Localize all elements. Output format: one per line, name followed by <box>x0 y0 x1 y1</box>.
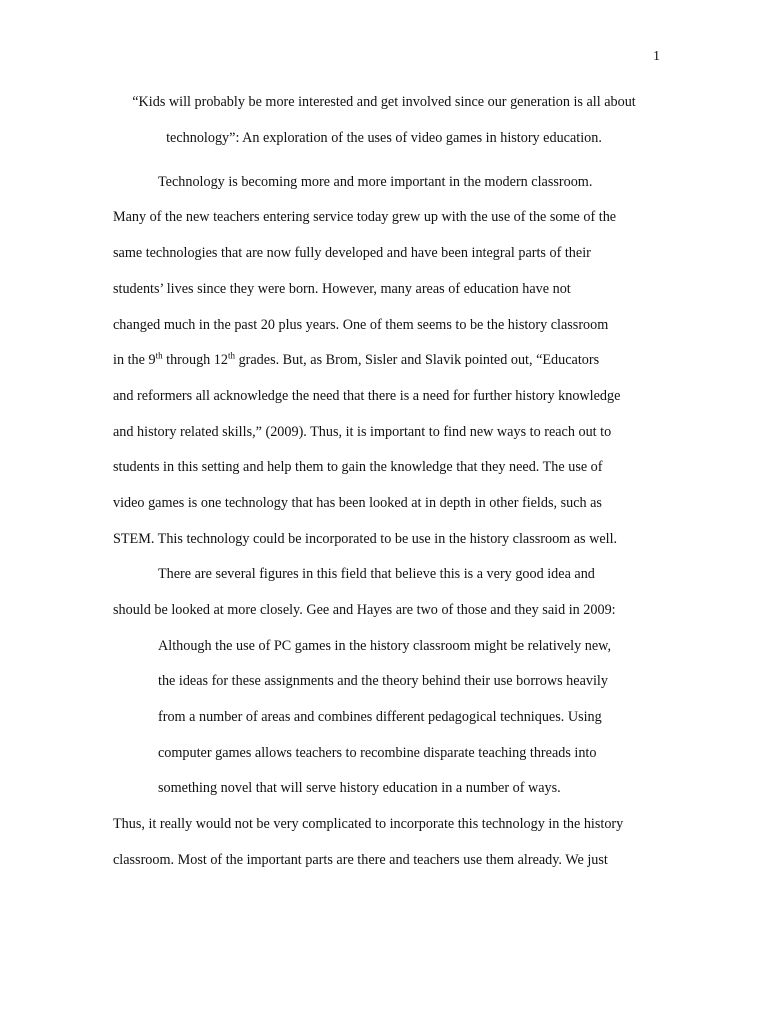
page-number: 1 <box>653 49 660 64</box>
paragraph-line: There are several figures in this field that believe this is a very good idea and <box>158 566 595 582</box>
paragraph-line: changed much in the past 20 plus years. One of them seems to be the history classroom <box>113 317 609 333</box>
paragraph-line: same technologies that are now fully developed and have been integral parts of their <box>113 245 591 261</box>
paragraph-line: Thus, it really would not be very complicated to incorporate this technology in the history <box>113 816 624 832</box>
superscript: th <box>155 350 163 361</box>
line-text: in the 9 <box>113 352 156 368</box>
paragraph-line: Technology is becoming more and more important in the modern classroom. <box>158 174 593 190</box>
paragraph-line: classroom. Most of the important parts are there and teachers use them already. We just <box>113 852 608 868</box>
block-quote-line: the ideas for these assignments and the theory behind their use borrows heavily <box>158 673 608 689</box>
block-quote-line: something novel that will serve history education in a number of ways. <box>158 780 561 796</box>
paragraph-line: and history related skills,” (2009). Thus, it is important to find new ways to reach out to <box>113 424 612 440</box>
paragraph-line: should be looked at more closely. Gee and Hayes are two of those and they said in 2009: <box>113 602 616 618</box>
title-line-1: “Kids will probably be more interested and get involved since our generation is all about <box>132 94 636 110</box>
paragraph-line <box>113 350 599 370</box>
paragraph-line: STEM. This technology could be incorporated to be use in the history classroom as well. <box>113 531 618 547</box>
paragraph-line: video games is one technology that has been looked at in depth in other fields, such as <box>113 495 602 511</box>
line-text: through 12 <box>162 352 228 368</box>
block-quote-line: from a number of areas and combines different pedagogical techniques. Using <box>158 709 602 725</box>
line-text: grades. But, as Brom, Sisler and Slavik pointed out, “Educators <box>235 352 600 368</box>
paragraph-line: Many of the new teachers entering service today grew up with the use of the some of the <box>113 209 617 225</box>
paragraph-line: students’ lives since they were born. However, many areas of education have not <box>113 281 571 297</box>
paragraph-line: students in this setting and help them to gain the knowledge that they need. The use of <box>113 459 603 475</box>
superscript: th <box>228 350 236 361</box>
block-quote-line: Although the use of PC games in the history classroom might be relatively new, <box>158 638 612 654</box>
title-line-2: technology”: An exploration of the uses of video games in history education. <box>166 130 602 146</box>
paragraph-line: and reformers all acknowledge the need that there is a need for further history knowledge <box>113 388 621 404</box>
block-quote-line: computer games allows teachers to recombine disparate teaching threads into <box>158 745 597 761</box>
